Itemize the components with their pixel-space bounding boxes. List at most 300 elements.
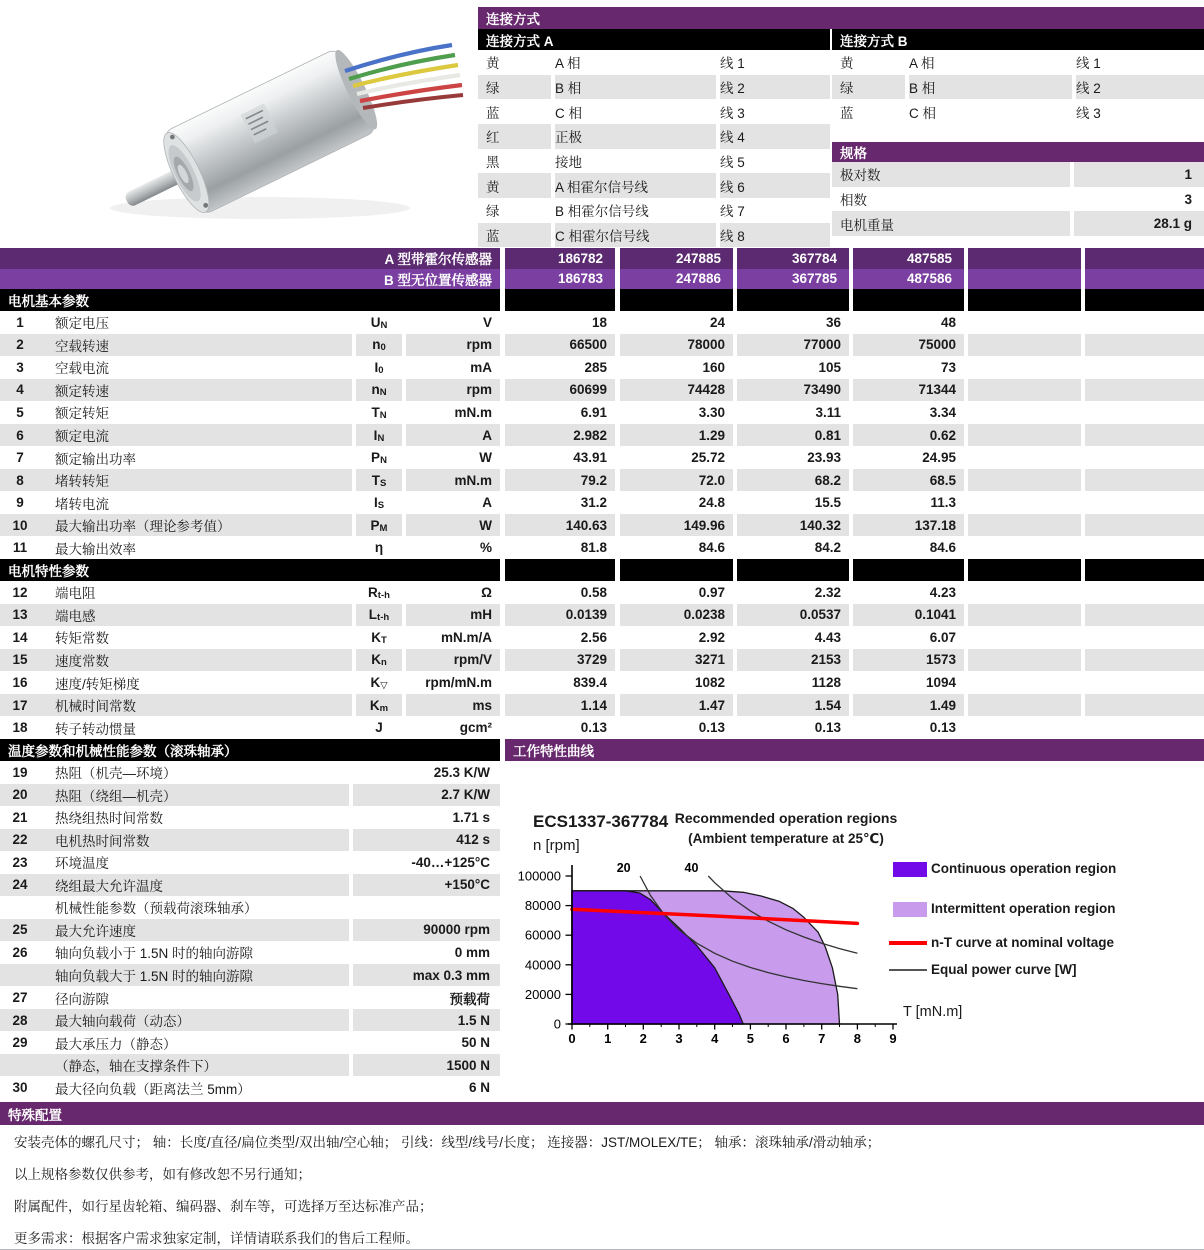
param-symbol — [356, 671, 402, 694]
param-number: 3 — [16, 359, 24, 375]
param-label-cell — [0, 626, 352, 649]
param-label: 速度常数 — [55, 653, 109, 669]
param-label: （静态，轴在支撑条件下） — [55, 1059, 217, 1075]
param-value: 31.2 — [580, 495, 607, 511]
param-symbol-base: K — [371, 652, 381, 668]
param-label-cell — [0, 671, 352, 694]
param-value: 0.13 — [929, 720, 956, 736]
spec-value: 3 — [1184, 191, 1192, 207]
param-value: 0.1041 — [853, 604, 964, 627]
param-value: 1094 — [925, 675, 956, 691]
param-symbol-sub: n — [380, 657, 387, 669]
param-value: 68.2 — [737, 469, 849, 492]
param-number: 23 — [12, 854, 28, 870]
param-value — [968, 626, 1081, 649]
operation-region-chart — [505, 762, 1204, 1092]
param-value: 0.97 — [698, 584, 725, 600]
chart-x-axis-label: T [mN.m] — [903, 1004, 963, 1020]
section-band-segment — [620, 289, 733, 311]
param-label: 最大轴向载荷（动态） — [55, 1014, 190, 1030]
param-value — [1085, 379, 1204, 402]
param-unit: % — [479, 540, 492, 556]
param-value — [968, 671, 1081, 694]
param-symbol-sub: t-h — [377, 612, 390, 624]
param-label: 最大允许速度 — [55, 923, 136, 939]
section-header-special-config — [0, 1102, 1204, 1125]
param-label-cell — [0, 761, 349, 784]
param-value: 285 — [584, 359, 607, 375]
param-value — [1085, 514, 1204, 537]
param-row — [0, 514, 1204, 537]
wire-color: 蓝 — [478, 223, 551, 248]
table-title: 连接方式 A — [486, 33, 554, 49]
model-part-number: 487586 — [853, 269, 964, 290]
y-tick-label: 60000 — [524, 927, 561, 943]
section-title: 规格 — [840, 146, 867, 161]
param-row — [0, 446, 1204, 469]
param-value — [1085, 491, 1204, 514]
section-title: 连接方式 — [486, 12, 540, 27]
model-part-number: 247886 — [620, 269, 733, 290]
spec-value: 1 — [1074, 162, 1204, 187]
param-number: 25 — [12, 922, 28, 938]
connection-row — [832, 50, 1204, 75]
param-label-cell — [0, 1054, 349, 1077]
param-symbol-sub: N — [380, 319, 388, 331]
section-header-thermal-mechanical — [0, 739, 500, 761]
y-tick-label: 0 — [553, 1016, 561, 1032]
param-symbol-base: n — [372, 337, 381, 353]
param-number: 8 — [16, 472, 24, 488]
wire-number: 线 2 — [720, 75, 830, 100]
param-value: 23.93 — [807, 450, 841, 466]
param-value — [353, 896, 500, 919]
note-line: 更多需求：根据客户需求独家定制，详情请联系我们的售后工程师。 — [14, 1231, 419, 1246]
param-symbol-sub: N — [379, 409, 387, 421]
param-label: 转子转动惯量 — [55, 721, 136, 737]
param-value: 84.2 — [814, 540, 841, 556]
param-label: 额定输出功率 — [55, 451, 136, 467]
model-part-number — [968, 248, 1081, 269]
table-header-connection-a — [478, 29, 830, 50]
param-symbol — [356, 649, 402, 672]
param-value: 0.13 — [814, 720, 841, 736]
param-value — [1085, 334, 1204, 357]
section-header-spec — [832, 142, 1204, 162]
model-part-number: 247885 — [620, 248, 733, 269]
param-label: 绕组最大允许温度 — [55, 878, 163, 894]
param-row — [0, 379, 1204, 402]
param-value: 0.81 — [737, 424, 849, 447]
param-number: 5 — [16, 404, 24, 420]
param-value: -40…+125°C — [411, 854, 490, 870]
param-value — [1085, 446, 1204, 469]
param-label-cell — [0, 919, 349, 942]
section-band-segment — [853, 559, 964, 581]
connection-row — [478, 198, 830, 223]
connection-row — [478, 124, 830, 149]
param-symbol-sub: 0 — [378, 364, 384, 376]
param-number: 7 — [16, 450, 24, 466]
wire-function: A 相 — [909, 56, 935, 72]
param-value: 2.982 — [505, 424, 615, 447]
section-band-segment — [1085, 289, 1204, 311]
connection-row — [832, 75, 1204, 100]
param-value — [968, 334, 1081, 357]
param-value — [1085, 649, 1204, 672]
param-value: 3.11 — [815, 404, 841, 420]
param-number: 12 — [12, 584, 28, 600]
param-unit: rpm/V — [406, 649, 500, 672]
param-label-cell — [0, 716, 352, 739]
note-line: 附属配件，如行星齿轮箱、编码器、刹车等，可选择万至达标准产品； — [14, 1199, 433, 1214]
param-value: 1500 N — [353, 1054, 500, 1077]
param-value: 73490 — [737, 379, 849, 402]
x-tick-label: 3 — [675, 1031, 683, 1046]
param-value: 6.91 — [580, 404, 607, 420]
param-value — [1085, 626, 1204, 649]
param-symbol-base: P — [371, 450, 381, 466]
param-value: 412 s — [353, 829, 500, 852]
section-title: 工作特性曲线 — [513, 744, 594, 759]
param-label: 机械性能参数（预载荷滚珠轴承） — [55, 901, 258, 917]
section-band-segment — [853, 289, 964, 311]
param-label: 端电阻 — [55, 586, 96, 602]
param-number: 1 — [16, 314, 24, 330]
motor-photo — [55, 18, 475, 236]
spec-value: 28.1 g — [1074, 211, 1204, 236]
param-label-cell — [0, 401, 352, 424]
param-number: 4 — [16, 382, 24, 398]
param-value — [1085, 604, 1204, 627]
param-symbol-sub: 0 — [380, 342, 386, 354]
param-value — [968, 491, 1081, 514]
param-value: 0.13 — [698, 720, 725, 736]
wire-number: 线 7 — [720, 204, 745, 220]
param-label-cell — [0, 446, 352, 469]
param-symbol — [356, 446, 402, 469]
wire-color: 蓝 — [486, 105, 500, 121]
param-value: 1128 — [811, 675, 841, 691]
param-value: 66500 — [505, 334, 615, 357]
param-value: 1.54 — [737, 694, 849, 717]
param-label: 端电感 — [55, 608, 96, 624]
param-number: 29 — [12, 1035, 28, 1051]
spec-label: 相数 — [840, 193, 867, 209]
param-row — [0, 469, 1204, 492]
param-value: 160 — [702, 359, 725, 375]
param-value: 24.8 — [698, 495, 725, 511]
param-value: 1.47 — [620, 694, 733, 717]
wire-function: B 相 — [909, 75, 1072, 100]
param-value: 50 N — [461, 1035, 490, 1051]
param-label-cell — [0, 334, 352, 357]
wire-color: 绿 — [832, 75, 905, 100]
param-unit: mN.m/A — [440, 629, 492, 645]
model-part-number: 487585 — [853, 248, 964, 269]
section-title: 电机特性参数 — [0, 559, 500, 581]
param-symbol — [356, 716, 402, 739]
param-value: 0.62 — [853, 424, 964, 447]
param-symbol-sub: N — [377, 432, 385, 444]
model-type-label: A 型带霍尔传感器 — [0, 248, 500, 269]
section-band-segment — [505, 289, 615, 311]
section-band-segment — [1085, 559, 1204, 581]
param-label: 额定转矩 — [55, 406, 109, 422]
param-value — [1085, 469, 1204, 492]
param-value: 84.6 — [698, 540, 725, 556]
param-number: 16 — [12, 675, 28, 691]
section-band-segment — [737, 289, 849, 311]
param-symbol — [356, 356, 402, 379]
param-value — [968, 514, 1081, 537]
param-unit: mN.m — [454, 404, 492, 420]
param-symbol-base: R — [368, 584, 378, 600]
section-header-curve — [505, 739, 1204, 761]
param-number: 27 — [12, 990, 28, 1006]
wire-function: B 相霍尔信号线 — [555, 204, 649, 220]
param-label: 空载转速 — [55, 338, 109, 354]
param-label-cell — [0, 537, 352, 560]
wire-function: B 相 — [555, 75, 716, 100]
param-label: 径向游隙 — [55, 991, 109, 1007]
spec-label: 电机重量 — [832, 211, 1070, 236]
wire-function: A 相 — [555, 56, 581, 72]
section-band-segment — [620, 559, 733, 581]
wire-number: 线 4 — [720, 124, 830, 149]
param-value: 78000 — [620, 334, 733, 357]
param-value: 48 — [940, 314, 956, 330]
param-symbol-sub: M — [379, 522, 388, 534]
param-value: +150°C — [353, 874, 500, 897]
param-number: 20 — [12, 787, 28, 803]
x-tick-label: 7 — [818, 1031, 826, 1046]
param-symbol-base: K — [371, 629, 381, 645]
param-symbol — [356, 469, 402, 492]
param-symbol-sub: T — [380, 634, 387, 646]
param-symbol — [356, 626, 402, 649]
param-label: 热阻（机壳—环境） — [55, 766, 177, 782]
y-tick-label: 20000 — [524, 986, 561, 1002]
param-row — [0, 311, 1204, 334]
param-value — [968, 694, 1081, 717]
param-row — [0, 716, 1204, 739]
param-unit: rpm — [406, 379, 500, 402]
param-symbol-base: I — [373, 495, 378, 511]
param-symbol-base: n — [371, 382, 380, 398]
wire-function: C 相 — [909, 105, 936, 121]
wire-function: C 相霍尔信号线 — [555, 223, 716, 248]
param-value: 1.29 — [620, 424, 733, 447]
param-value — [968, 356, 1081, 379]
wire-number: 线 1 — [1076, 56, 1101, 72]
param-label: 最大承压力（静态） — [55, 1036, 177, 1052]
param-value: 3.30 — [698, 404, 725, 420]
param-symbol-sub: N — [380, 455, 387, 467]
param-value: 839.4 — [573, 675, 607, 691]
param-value: 3271 — [620, 649, 733, 672]
param-value: 1082 — [694, 675, 725, 691]
table-title: 连接方式 B — [840, 33, 908, 49]
param-number: 28 — [12, 1012, 28, 1028]
model-part-number: 186783 — [505, 269, 615, 290]
legend-label-power-curve: Equal power curve [W] — [931, 962, 1077, 977]
param-row — [0, 424, 1204, 447]
legend-swatch-power-curve — [889, 969, 927, 971]
wire-color: 红 — [478, 124, 551, 149]
spec-row — [832, 211, 1204, 236]
param-value — [1085, 424, 1204, 447]
param-value — [968, 469, 1081, 492]
wire-number: 线 3 — [1076, 105, 1101, 121]
param-number: 24 — [12, 877, 28, 893]
model-row — [0, 269, 1204, 290]
wire-number: 线 6 — [720, 173, 830, 198]
param-label: 额定转速 — [55, 383, 109, 399]
param-value — [968, 649, 1081, 672]
param-value — [1085, 537, 1204, 560]
param-row — [0, 581, 1204, 604]
x-tick-label: 0 — [568, 1031, 576, 1046]
table-header-connection-b — [832, 29, 1204, 50]
param-symbol-base: I — [374, 359, 379, 375]
wire-color: 黄 — [486, 56, 500, 72]
param-label-cell — [0, 604, 352, 627]
legend-label-intermittent: Intermittent operation region — [931, 901, 1116, 916]
param-value: 3729 — [505, 649, 615, 672]
connection-row — [478, 173, 830, 198]
param-unit: ms — [406, 694, 500, 717]
chart-title: Recommended operation regions — [674, 810, 898, 826]
model-part-number — [968, 269, 1081, 290]
param-value — [968, 537, 1081, 560]
param-value — [968, 311, 1081, 334]
wire-number: 线 5 — [720, 154, 745, 170]
param-value: 4.43 — [814, 629, 841, 645]
param-number: 18 — [12, 720, 28, 736]
param-row — [0, 626, 1204, 649]
param-label-cell — [0, 694, 352, 717]
param-label-cell — [0, 424, 352, 447]
param-label-cell — [0, 896, 349, 919]
param-number: 14 — [12, 629, 28, 645]
param-value — [1085, 581, 1204, 604]
param-symbol-sub: S — [377, 500, 385, 512]
param-label-cell — [0, 806, 349, 829]
param-symbol-base: U — [370, 314, 381, 330]
param-value: 140.63 — [505, 514, 615, 537]
x-tick-label: 9 — [889, 1031, 897, 1046]
section-band-segment — [968, 559, 1081, 581]
param-value: 预载荷 — [449, 991, 490, 1007]
param-value: 2153 — [737, 649, 849, 672]
param-row — [0, 537, 1204, 560]
param-value: 73 — [940, 359, 956, 375]
param-value: 75000 — [853, 334, 964, 357]
wire-number: 线 1 — [720, 56, 745, 72]
param-label-cell — [0, 986, 349, 1009]
x-tick-label: 1 — [604, 1031, 612, 1046]
param-label: 机械时间常数 — [55, 699, 136, 715]
param-symbol — [356, 401, 402, 424]
param-number: 11 — [12, 540, 28, 556]
wire-color: 黄 — [840, 56, 854, 72]
param-value: 0.0238 — [620, 604, 733, 627]
motor-shadow — [110, 197, 410, 219]
param-label: 额定电压 — [55, 316, 109, 332]
param-value: 25.72 — [691, 450, 725, 466]
param-value: 0.58 — [580, 584, 607, 600]
param-number: 2 — [16, 337, 24, 353]
param-number: 15 — [12, 652, 28, 668]
note-line: 安装壳体的螺孔尺寸； 轴：长度/直径/扁位类型/双出轴/空心轴； 引线：线型/线号/长度； 连接器：JST/MOLEX/TE； 轴承：滚珠轴承/滑动轴承； — [14, 1135, 881, 1150]
param-label-cell — [0, 469, 352, 492]
param-value: 2.7 K/W — [353, 784, 500, 807]
param-label-cell — [0, 581, 352, 604]
param-row — [0, 604, 1204, 627]
param-value: 0.0537 — [737, 604, 849, 627]
model-part-number: 367785 — [737, 269, 849, 290]
wire-color: 绿 — [478, 75, 551, 100]
param-symbol — [356, 604, 402, 627]
param-symbol — [356, 424, 402, 447]
param-value: 71344 — [853, 379, 964, 402]
model-row — [0, 248, 1204, 269]
param-unit: Ω — [481, 584, 492, 600]
param-value: 2.92 — [698, 629, 725, 645]
param-label-cell — [0, 514, 352, 537]
param-value: 2.56 — [580, 629, 607, 645]
param-unit: rpm/mN.m — [425, 675, 492, 691]
chart-y-axis-label: n [rpm] — [533, 837, 580, 854]
param-number: 30 — [12, 1080, 28, 1096]
param-symbol-sub: N — [379, 387, 387, 399]
connection-row — [478, 99, 830, 124]
model-part-number — [1085, 248, 1204, 269]
param-value: 149.96 — [620, 514, 733, 537]
param-value: 43.91 — [573, 450, 607, 466]
param-value: 6 N — [468, 1080, 490, 1096]
param-label: 最大径向负载（距离法兰 5mm） — [55, 1081, 251, 1097]
param-value: 25.3 K/W — [433, 764, 490, 780]
param-symbol — [356, 491, 402, 514]
param-label: 热绕组热时间常数 — [55, 811, 163, 827]
param-value: 74428 — [620, 379, 733, 402]
param-label-cell — [0, 649, 352, 672]
param-unit: V — [482, 314, 492, 330]
param-unit: rpm — [406, 334, 500, 357]
param-value: 11.3 — [930, 495, 956, 511]
connection-row — [478, 149, 830, 174]
param-value: 15.5 — [814, 495, 841, 511]
param-number: 19 — [12, 764, 28, 780]
wire-number: 线 3 — [720, 105, 745, 121]
param-row — [0, 491, 1204, 514]
param-value — [1085, 311, 1204, 334]
param-value: 24.95 — [922, 450, 956, 466]
param-unit: mH — [406, 604, 500, 627]
param-label: 环境温度 — [55, 856, 109, 872]
param-symbol — [356, 334, 402, 357]
param-value: 18 — [591, 314, 607, 330]
param-value — [968, 379, 1081, 402]
param-symbol-base: I — [373, 427, 378, 443]
param-label: 速度/转矩梯度 — [55, 676, 140, 692]
model-type-label: B 型无位置传感器 — [0, 269, 500, 290]
param-value — [1085, 401, 1204, 424]
param-value: 140.32 — [737, 514, 849, 537]
param-number: 26 — [12, 944, 28, 960]
